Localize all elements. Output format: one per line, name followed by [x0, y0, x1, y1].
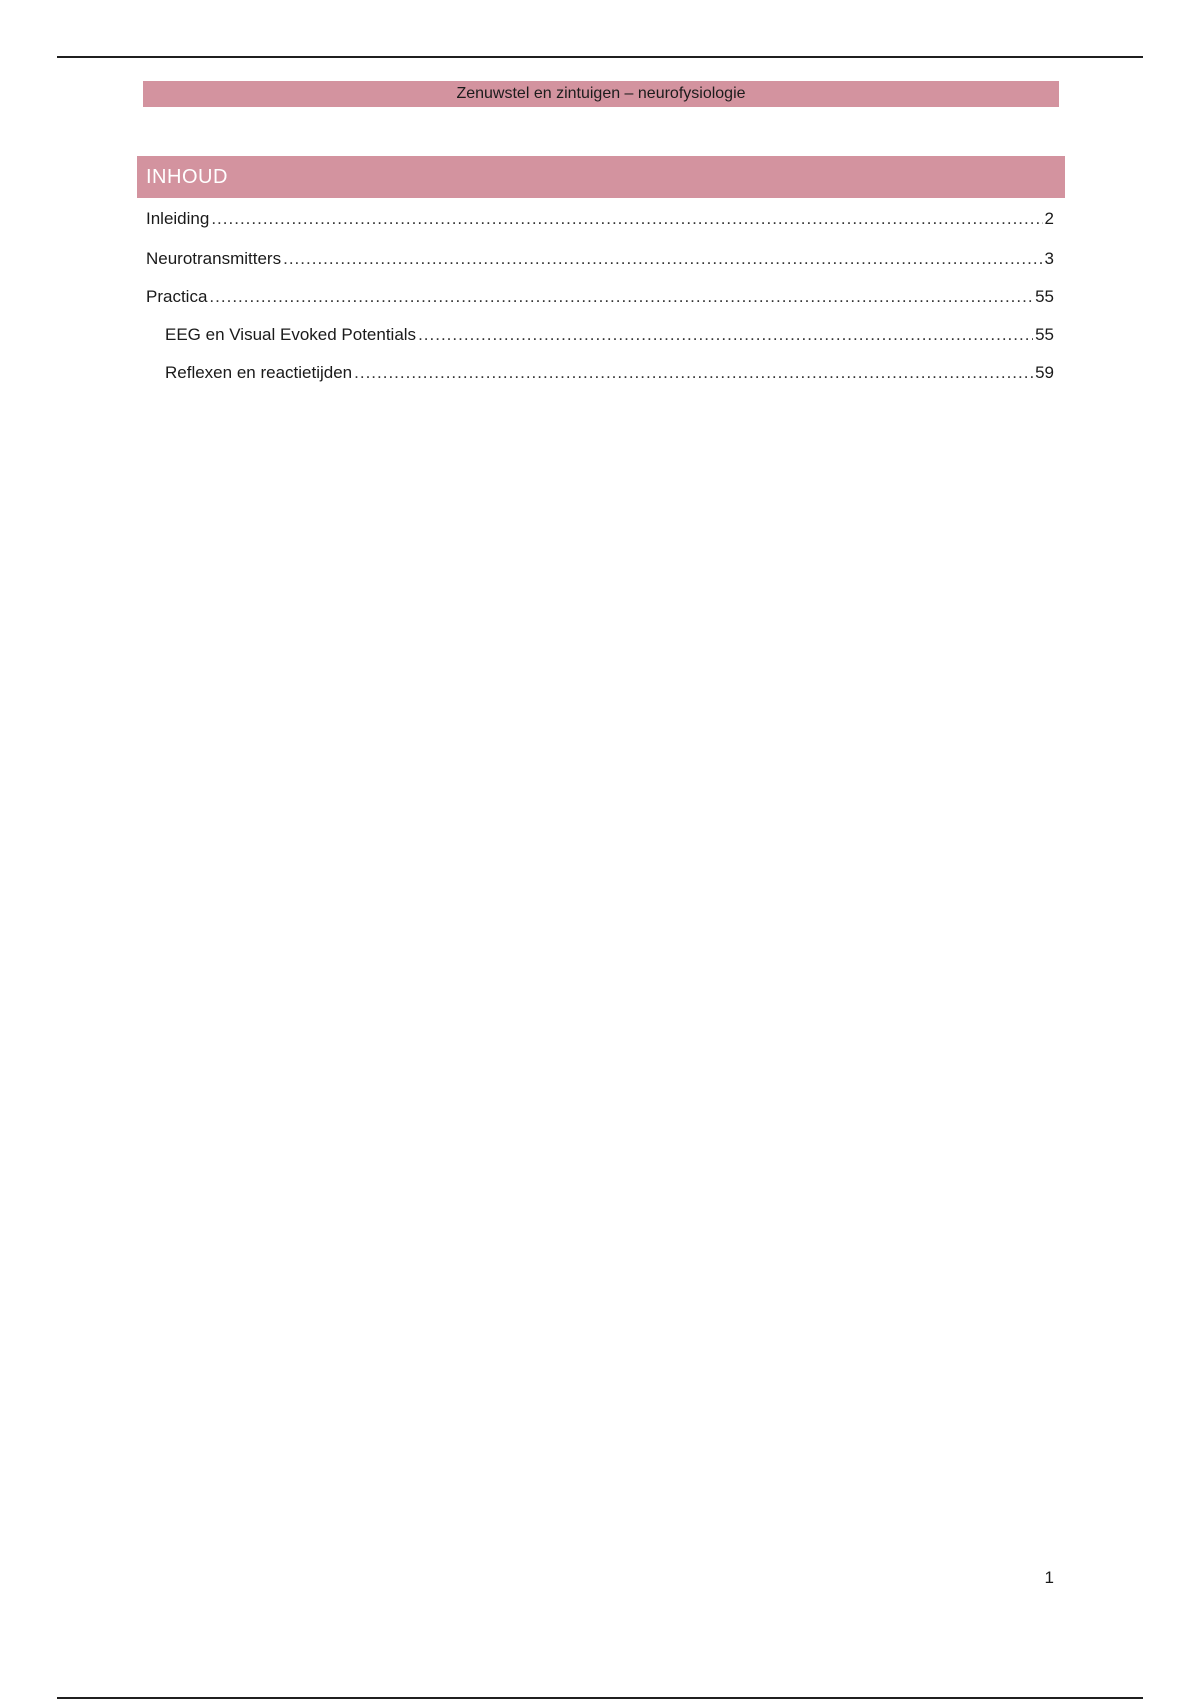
toc-entry-inleiding[interactable]	[146, 206, 1054, 232]
toc-dot-leader	[354, 360, 1033, 386]
toc-entry-neurotransmitters[interactable]	[146, 246, 1054, 272]
toc-dot-leader	[283, 246, 1042, 272]
toc-dot-leader	[211, 206, 1042, 232]
toc-entry-eeg-visual-evoked-potentials[interactable]	[165, 322, 1054, 348]
toc-entry-page: 55	[1035, 325, 1054, 344]
toc-entry-label: Neurotransmitters	[146, 249, 282, 268]
toc-entry-reflexen-reactietijden[interactable]	[165, 360, 1054, 386]
toc-entry-label: Practica	[146, 287, 208, 306]
top-rule	[57, 56, 1143, 58]
toc-entry-label: Inleiding	[146, 209, 210, 228]
toc-entry-page: 59	[1035, 363, 1054, 382]
bottom-rule	[57, 1697, 1143, 1699]
toc-heading: INHOUD	[137, 156, 1065, 198]
toc-entry-page: 3	[1044, 249, 1054, 268]
running-header: Zenuwstel en zintuigen – neurofysiologie	[143, 81, 1059, 107]
toc-entry-page: 55	[1035, 287, 1054, 306]
toc-dot-leader	[209, 284, 1033, 310]
toc-dot-leader	[418, 322, 1033, 348]
toc-entry-label: EEG en Visual Evoked Potentials	[165, 325, 417, 344]
toc-entry-page: 2	[1044, 209, 1054, 228]
toc-entry-label: Reflexen en reactietijden	[165, 363, 353, 382]
toc-entry-practica[interactable]	[146, 284, 1054, 310]
page-number: 1	[1044, 1568, 1054, 1587]
